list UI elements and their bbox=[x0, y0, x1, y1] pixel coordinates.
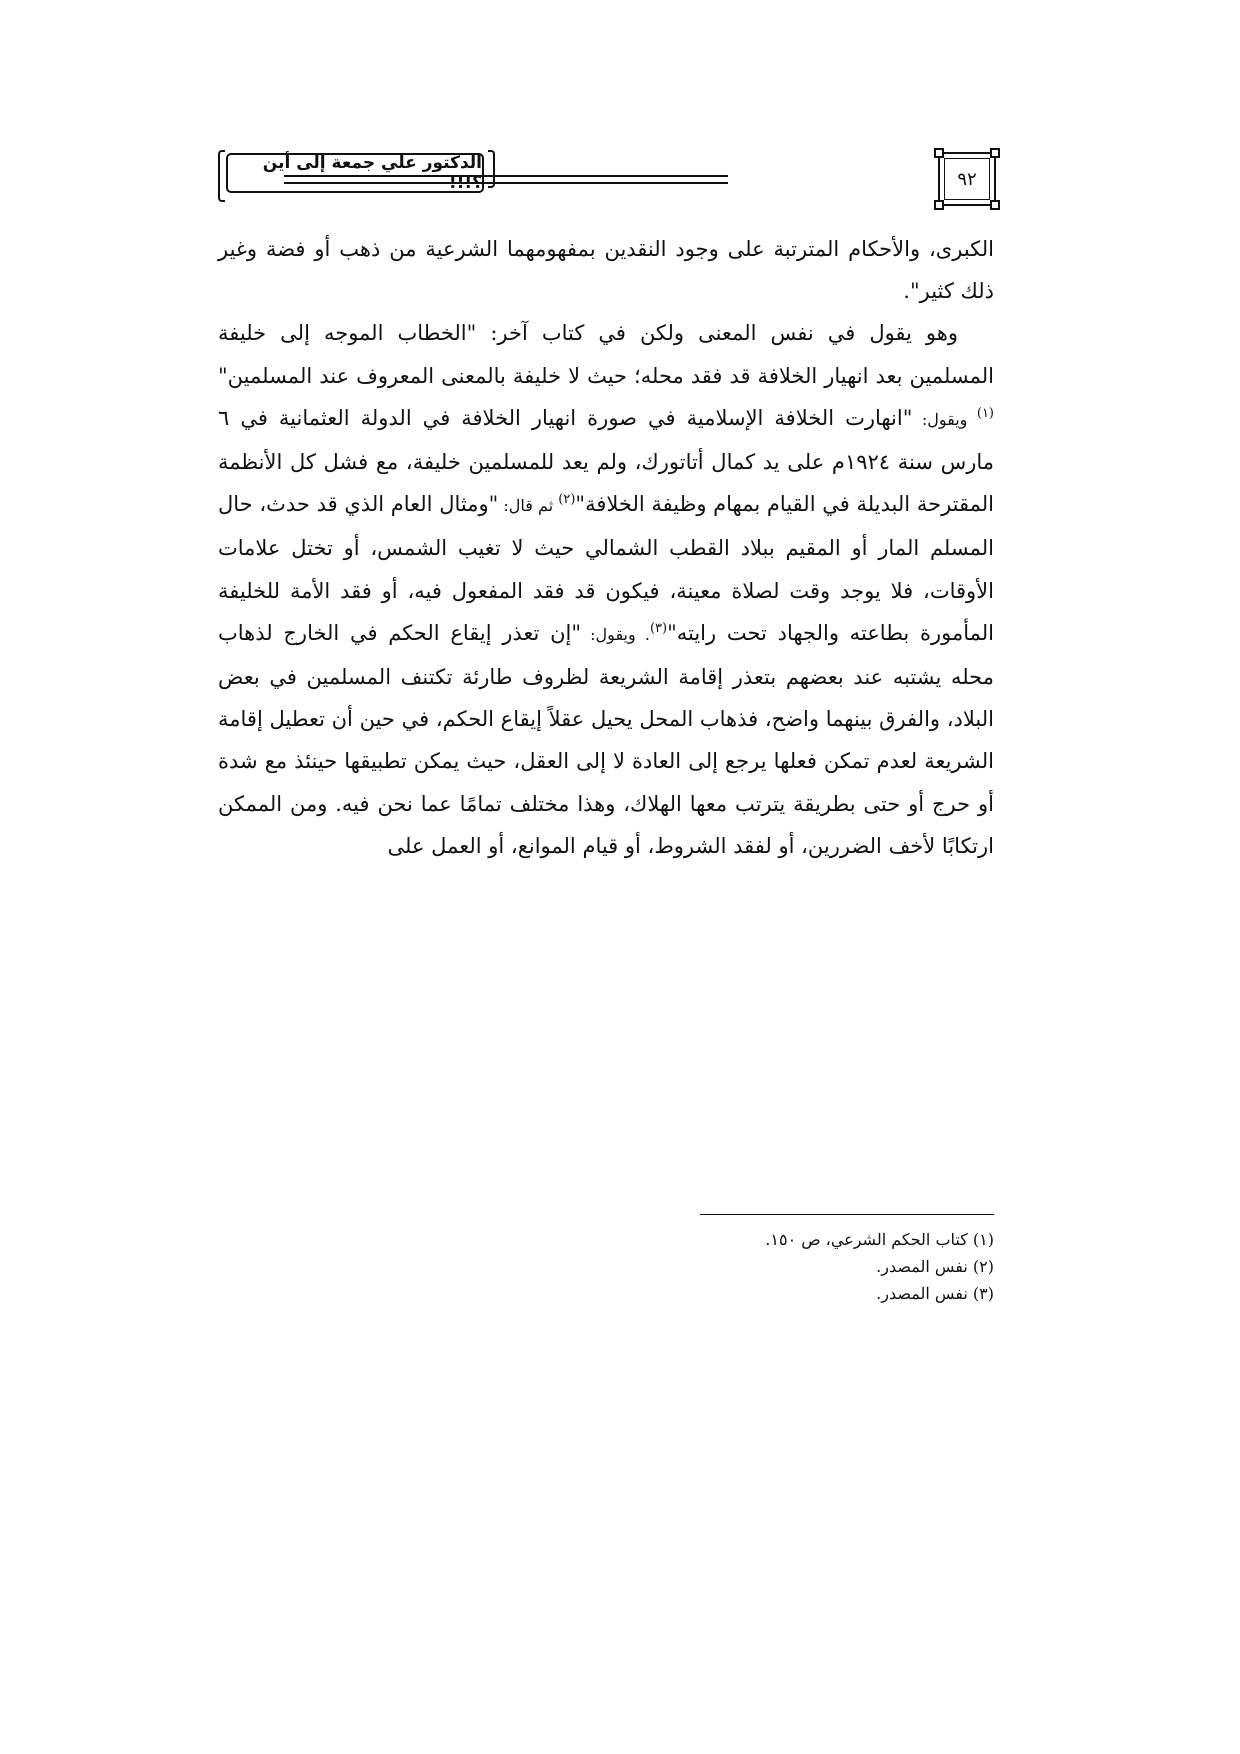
footnote-1: (١) كتاب الحكم الشرعي، ص ١٥٠. bbox=[765, 1230, 994, 1249]
quote-1: "الخطاب الموجه إلى خليفة المسلمين بعد انهيار الخلافة قد فقد محله؛ حيث لا خليفة بالمعنى المعروف عند المسلمين" bbox=[218, 321, 994, 388]
page-header bbox=[218, 150, 998, 208]
paragraph-2 bbox=[218, 312, 994, 867]
quote-3: "ومثال العام الذي قد حدث، حال المسلم المار أو المقيم ببلاد القطب الشمالي حيث لا تغيب الشمس، أو تختل علامات الأوقات، فلا يوجد وقت لصلاة معينة، فيكون قد فقد المفعول فيه، أو فقد الأمة للخليفة المأمورة بطاعته والجهاد تحت رايته" bbox=[218, 492, 995, 645]
page-number-frame bbox=[936, 150, 998, 208]
footnote-3: (٣) نفس المصدر. bbox=[876, 1284, 994, 1303]
paragraph-2-connector-2: ثم قال: bbox=[498, 496, 559, 516]
footnote-ref-2: (٢) bbox=[558, 492, 576, 508]
paragraph-2-connector-1: ويقول: bbox=[912, 409, 977, 429]
quote-2: "انهارت الخلافة الإسلامية في صورة انهيار الخلافة في الدولة العثمانية في ٦ مارس سنة ١٩٢٤م على يد كمال أتاتورك، ولم يعد للمسلمين خليفة، مع فشل كل الأنظمة المقترحة البديلة في القيام بمهام وظيفة الخلافة" bbox=[218, 405, 994, 517]
page-number: ٩٢ bbox=[944, 158, 990, 200]
running-title: الدكتور علي جمعة إلى أين ؟!!! bbox=[226, 153, 484, 193]
frame-corner-ornament bbox=[990, 148, 1000, 158]
frame-corner-ornament bbox=[990, 200, 1000, 210]
main-text bbox=[218, 228, 994, 867]
footnotes bbox=[600, 1226, 994, 1307]
footnote-separator bbox=[700, 1214, 994, 1215]
frame-corner-ornament bbox=[934, 148, 944, 158]
footnote-2: (٢) نفس المصدر. bbox=[876, 1257, 994, 1276]
footnote-ref-3: (٣) bbox=[649, 620, 668, 636]
paragraph-2-connector-3: . ويقول: bbox=[581, 624, 650, 644]
frame-corner-ornament bbox=[934, 200, 944, 210]
paragraph-1: الكبرى، والأحكام المترتبة على وجود النقدين بمفهومهما الشرعية من ذهب أو فضة وغير ذلك كثير". bbox=[218, 237, 994, 304]
paragraph-2-intro: وهو يقول في نفس المعنى ولكن في كتاب آخر: bbox=[476, 321, 958, 346]
header-double-rule bbox=[284, 175, 728, 184]
title-frame-left-cap bbox=[218, 150, 225, 202]
quote-4: "إن تعذر إيقاع الحكم في الخارج لذهاب محله يشتبه عند بعضهم بتعذر إقامة الشريعة لظروف طارئة تكتنف المسلمين في بعض البلاد، والفرق بينهما واضح، فذهاب المحل يحيل عقلاً إيقاع الحكم، في حين أن تعطيل إقامة الشريعة لعدم تمكن فعلها يرجع إلى العادة لا إلى العقل، حيث يمكن تطبيقها حينئذ مع شدة أو حرج أو حتى بطريقة يترتب معها الهلاك، وهذا مختلف تمامًا عما نحن فيه. ومن الممكن ارتكابًا لأخف الضررين، أو لفقد الشروط، أو قيام الموانع، أو العمل على bbox=[218, 620, 994, 858]
footnote-ref-1: (١) bbox=[976, 405, 994, 421]
